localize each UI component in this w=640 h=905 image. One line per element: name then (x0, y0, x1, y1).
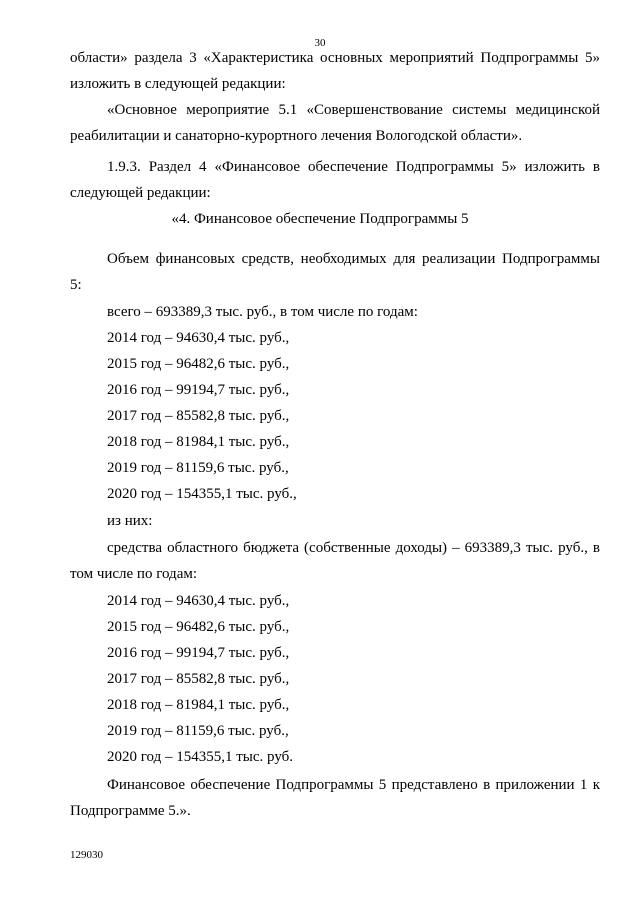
year-line: 2014 год – 94630,4 тыс. руб., (107, 593, 290, 609)
year-line: 2019 год – 81159,6 тыс. руб., (107, 723, 289, 739)
paragraph-line: следующей редакции: (70, 185, 211, 201)
of-them-line: из них: (107, 513, 153, 529)
year-line: 2015 год – 96482,6 тыс. руб., (107, 356, 290, 372)
year-line: 2014 год – 94630,4 тыс. руб., (107, 330, 290, 346)
year-line: 2019 год – 81159,6 тыс. руб., (107, 460, 289, 476)
paragraph-line: Финансовое обеспечение Подпрограммы 5 представлено в приложении 1 к (107, 777, 600, 793)
paragraph-line: том числе по годам: (70, 566, 198, 582)
year-line: 2016 год – 99194,7 тыс. руб., (107, 645, 290, 661)
year-line: 2017 год – 85582,8 тыс. руб., (107, 408, 290, 424)
year-line: 2015 год – 96482,6 тыс. руб., (107, 619, 290, 635)
paragraph-line: области» раздела 3 «Характеристика основных мероприятий Подпрограммы 5» (70, 50, 600, 66)
year-line: 2020 год – 154355,1 тыс. руб. (107, 749, 294, 765)
paragraph-line: средства областного бюджета (собственные доходы) – 693389,3 тыс. руб., в (107, 540, 600, 556)
page-number: 30 (314, 37, 326, 49)
paragraph-line: изложить в следующей редакции: (70, 76, 286, 92)
paragraph-line: Подпрограмме 5.». (70, 803, 191, 819)
year-line: 2016 год – 99194,7 тыс. руб., (107, 382, 290, 398)
paragraph-line: реабилитации и санаторно-курортного лечения Вологодской области». (70, 128, 523, 144)
total-line: всего – 693389,3 тыс. руб., в том числе по годам: (107, 304, 418, 320)
year-line: 2020 год – 154355,1 тыс. руб., (107, 486, 297, 502)
paragraph-line: Объем финансовых средств, необходимых для реализации Подпрограммы (107, 251, 600, 267)
year-line: 2018 год – 81984,1 тыс. руб., (107, 434, 290, 450)
section-heading: «4. Финансовое обеспечение Подпрограммы 5 (171, 211, 469, 227)
paragraph-line: 1.9.3. Раздел 4 «Финансовое обеспечение Подпрограммы 5» изложить в (107, 159, 600, 175)
paragraph-line: 5: (70, 277, 82, 293)
document-code: 129030 (70, 849, 103, 861)
paragraph-line: «Основное мероприятие 5.1 «Совершенствование системы медицинской (107, 102, 600, 118)
year-line: 2018 год – 81984,1 тыс. руб., (107, 697, 290, 713)
year-line: 2017 год – 85582,8 тыс. руб., (107, 671, 290, 687)
